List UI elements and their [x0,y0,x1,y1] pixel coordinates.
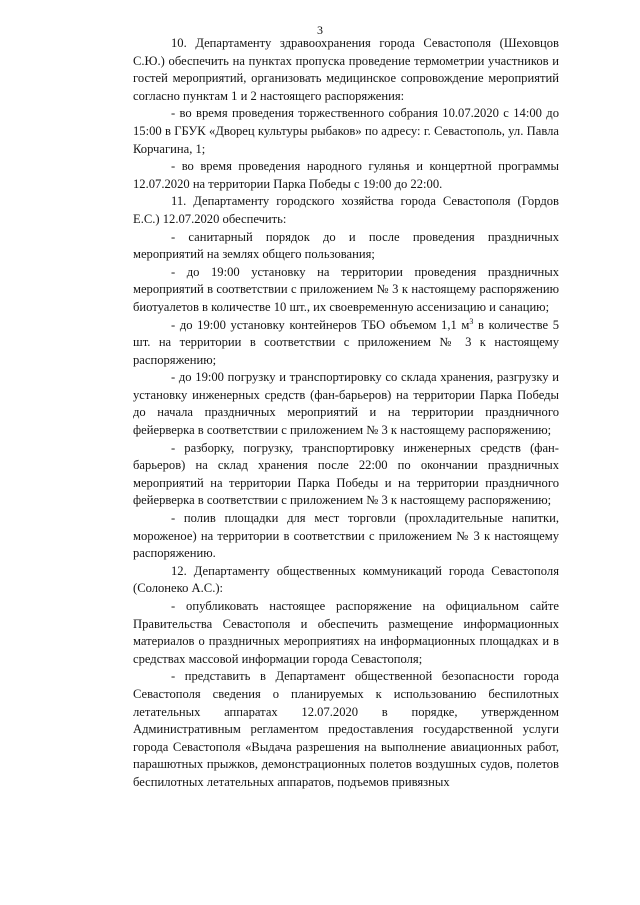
paragraph-dept-healthcare: 10. Департаменту здравоохранения города Севастополя (Шеховцов С.Ю.) обеспечить на пунктах пропуска проведение термометрии участников и гостей мероприятий, организовать медицинское сопровождение мероприятий согласно пунктам 1 и 2 настоящего распоряжения: [133,36,559,103]
paragraph-watering: - полив площадки для мест торговли (прохладительные напитки, мороженое) на территории в соответствии с приложением № 3 к настоящему распоряжению. [133,511,559,561]
paragraph-publish: - опубликовать настоящее распоряжение на официальном сайте Правительства Севастополя и обеспечить размещение информационных материалов о праздничных мероприятиях на информационных площадках и в средствах массовой информации города Севастополя; [133,599,559,666]
paragraph-ceremonial-meeting: - во время проведения торжественного собрания 10.07.2020 с 14:00 до 15:00 в ГБУК «Дворец культуры рыбаков» по адресу: г. Севастополь, ул. Павла Корчагина, 1; [133,106,559,156]
page-number: 3 [317,23,323,37]
containers-text-before: - до 19:00 установку контейнеров ТБО объемом 1,1 м [171,317,470,332]
paragraph-barrier-removal: - разборку, погрузку, транспортировку инженерных средств (фан-барьеров) на склад хранения после 22:00 по окончании праздничных мероприятий на территории Парка Победы и на территории праздничного фейерверка в соответствии с приложением № 3 к настоящему распоряжению; [133,440,559,508]
document-body [133,35,559,792]
cubic-superscript: 3 [469,316,474,326]
paragraph-dept-city-economy: 11. Департаменту городского хозяйства города Севастополя (Гордов Е.С.) 12.07.2020 обеспечить: [133,194,559,226]
paragraph-folk-festival: - во время проведения народного гулянья и концертной программы 12.07.2020 на территории Парка Победы с 19:00 до 22:00. [133,159,559,191]
paragraph-barrier-installation: - до 19:00 погрузку и транспортировку со склада хранения, разгрузку и установку инженерных средств (фан-барьеров) на территории Парка Победы до начала праздничных мероприятий и на территории праздничного фейерверка в соответствии с приложением № 3 к настоящему распоряжению; [133,370,559,438]
paragraph-dept-public-communications: 12. Департаменту общественных коммуникаций города Севастополя (Солонеко А.С.): [133,563,559,596]
paragraph-sanitary-order: - санитарный порядок до и после проведения праздничных мероприятий на землях общего пользования; [133,229,559,262]
paragraph-drones: - представить в Департамент общественной безопасности города Севастополя сведения о планируемых к использованию беспилотных летательных аппаратах 12.07.2020 в порядке, утвержденном Административным регламентом предоставления государственной услуги города Севастополя «Выдача разрешения на выполнение авиационных работ, парашютных прыжков, демонстрационных полетов воздушных судов, полетов беспилотных летательных аппаратов, подъемов привязных [133,669,559,789]
containers-text-after: в количестве 5 шт. на территории в соответствии с приложением № 3 к настоящему распоряжению; [133,317,559,367]
paragraph-biotoilets: - до 19:00 установку на территории проведения праздничных мероприятий в соответствии с приложением № 3 к настоящему распоряжению биотуалетов в количестве 10 шт., их своевременную ассенизацию и санацию; [133,264,559,314]
paragraph-containers [133,317,559,370]
